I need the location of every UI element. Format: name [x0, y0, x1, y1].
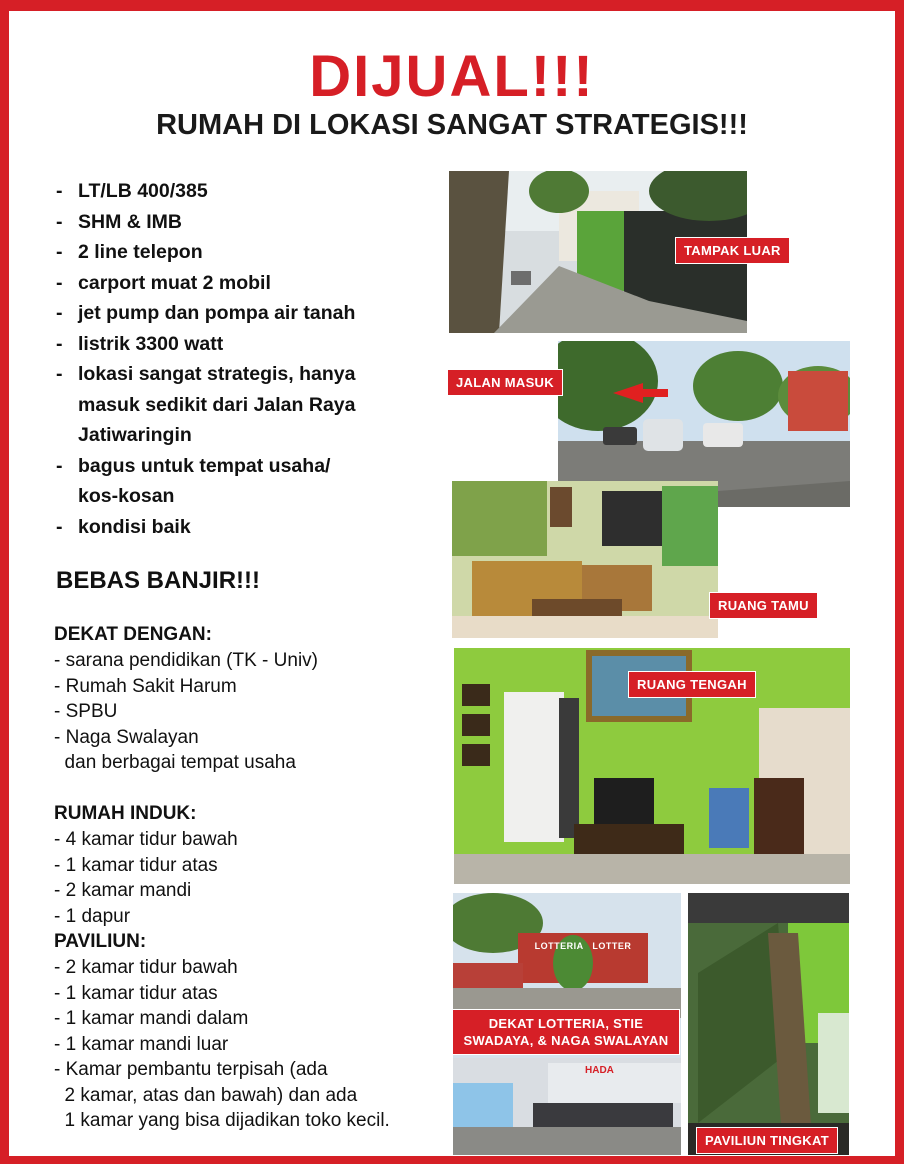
pavilion-item: - 1 kamar tidur atas: [54, 982, 218, 1004]
flood-free-heading: BEBAS BANJIR!!!: [56, 567, 260, 594]
feature-item: [56, 451, 416, 482]
nearby-item: - SPBU: [54, 701, 118, 722]
main-house-item: - 1 dapur: [54, 905, 131, 927]
feature-bullet: -: [56, 363, 63, 385]
feature-list: [56, 176, 416, 542]
feature-bullet: [56, 481, 78, 512]
pavilion-item: - 1 kamar mandi dalam: [54, 1008, 249, 1029]
feature-bullet: -: [56, 515, 63, 538]
pavilion-item: - 2 kamar tidur bawah: [54, 957, 238, 978]
feature-bullet: [56, 390, 78, 421]
main-house-heading: RUMAH INDUK:: [54, 803, 197, 824]
feature-item: [56, 268, 416, 299]
feature-item: [56, 390, 416, 421]
feature-bullet: -: [56, 302, 63, 324]
feature-item: [56, 512, 416, 543]
feature-text: bagus untuk tempat usaha/: [78, 454, 331, 477]
pavilion-heading: PAVILIUN:: [54, 931, 147, 952]
main-house-section: [54, 801, 434, 1134]
feature-item: [56, 329, 416, 360]
feature-item: [56, 176, 416, 207]
nearby-heading: DEKAT DENGAN:: [54, 624, 212, 645]
feature-text: carport muat 2 mobil: [78, 271, 271, 294]
feature-item: [56, 237, 416, 268]
feature-text: Jatiwaringin: [78, 424, 192, 446]
nearby-item: dan berbagai tempat usaha: [54, 752, 296, 773]
feature-text: lokasi sangat strategis, hanya: [78, 363, 356, 385]
main-house-item: - 1 kamar tidur atas: [54, 854, 218, 876]
feature-text: SHM & IMB: [78, 210, 182, 233]
nearby-item: - sarana pendidikan (TK - Univ): [54, 650, 318, 671]
feature-bullet: [56, 420, 78, 451]
label-entrance-road: JALAN MASUK: [447, 369, 563, 396]
poster-title: DIJUAL!!!: [309, 44, 595, 109]
label-pavilion: PAVILIUN TINGKAT: [696, 1127, 838, 1154]
label-family-room: RUANG TENGAH: [628, 671, 756, 698]
feature-text: jet pump dan pompa air tanah: [78, 302, 356, 324]
feature-bullet: -: [56, 241, 63, 263]
pavilion-item: - Kamar pembantu terpisah (ada: [54, 1059, 328, 1080]
nearby-section: [54, 622, 434, 776]
nearby-item: - Rumah Sakit Harum: [54, 675, 237, 697]
feature-text: LT/LB 400/385: [78, 180, 208, 202]
feature-bullet: -: [56, 210, 63, 233]
label-exterior: TAMPAK LUAR: [675, 237, 790, 264]
feature-item: [56, 359, 416, 390]
feature-text: listrik 3300 watt: [78, 332, 224, 355]
pavilion-item: - 1 kamar mandi luar: [54, 1033, 229, 1055]
photo-living-room: [452, 481, 718, 638]
feature-item: [56, 481, 416, 512]
photo-pavilion: [688, 893, 849, 1155]
feature-text: 2 line telepon: [78, 241, 203, 263]
feature-item: [56, 420, 416, 451]
feature-text: kos-kosan: [78, 485, 175, 507]
hada-sign: HADA: [585, 1065, 614, 1076]
feature-bullet: -: [56, 332, 63, 355]
main-house-item: - 2 kamar mandi: [54, 880, 192, 901]
main-house-item: - 4 kamar tidur bawah: [54, 829, 238, 850]
pavilion-item: 1 kamar yang bisa dijadikan toko kecil.: [54, 1110, 390, 1131]
feature-item: [56, 298, 416, 329]
nearby-item: - Naga Swalayan: [54, 726, 199, 748]
label-nearby-landmarks: DEKAT LOTTERIA, STIE SWADAYA, & NAGA SWALAYAN: [452, 1009, 680, 1055]
pavilion-item: 2 kamar, atas dan bawah) dan ada: [54, 1084, 358, 1106]
feature-bullet: -: [56, 180, 63, 202]
feature-bullet: -: [56, 271, 63, 294]
lotteria-sign: LOTTERIA LOTTER: [534, 941, 632, 951]
feature-bullet: -: [56, 454, 63, 477]
poster-subtitle: RUMAH DI LOKASI SANGAT STRATEGIS!!!: [156, 109, 748, 141]
feature-item: [56, 207, 416, 238]
feature-text: masuk sedikit dari Jalan Raya: [78, 393, 356, 416]
feature-text: kondisi baik: [78, 515, 191, 538]
label-living-room: RUANG TAMU: [709, 592, 818, 619]
